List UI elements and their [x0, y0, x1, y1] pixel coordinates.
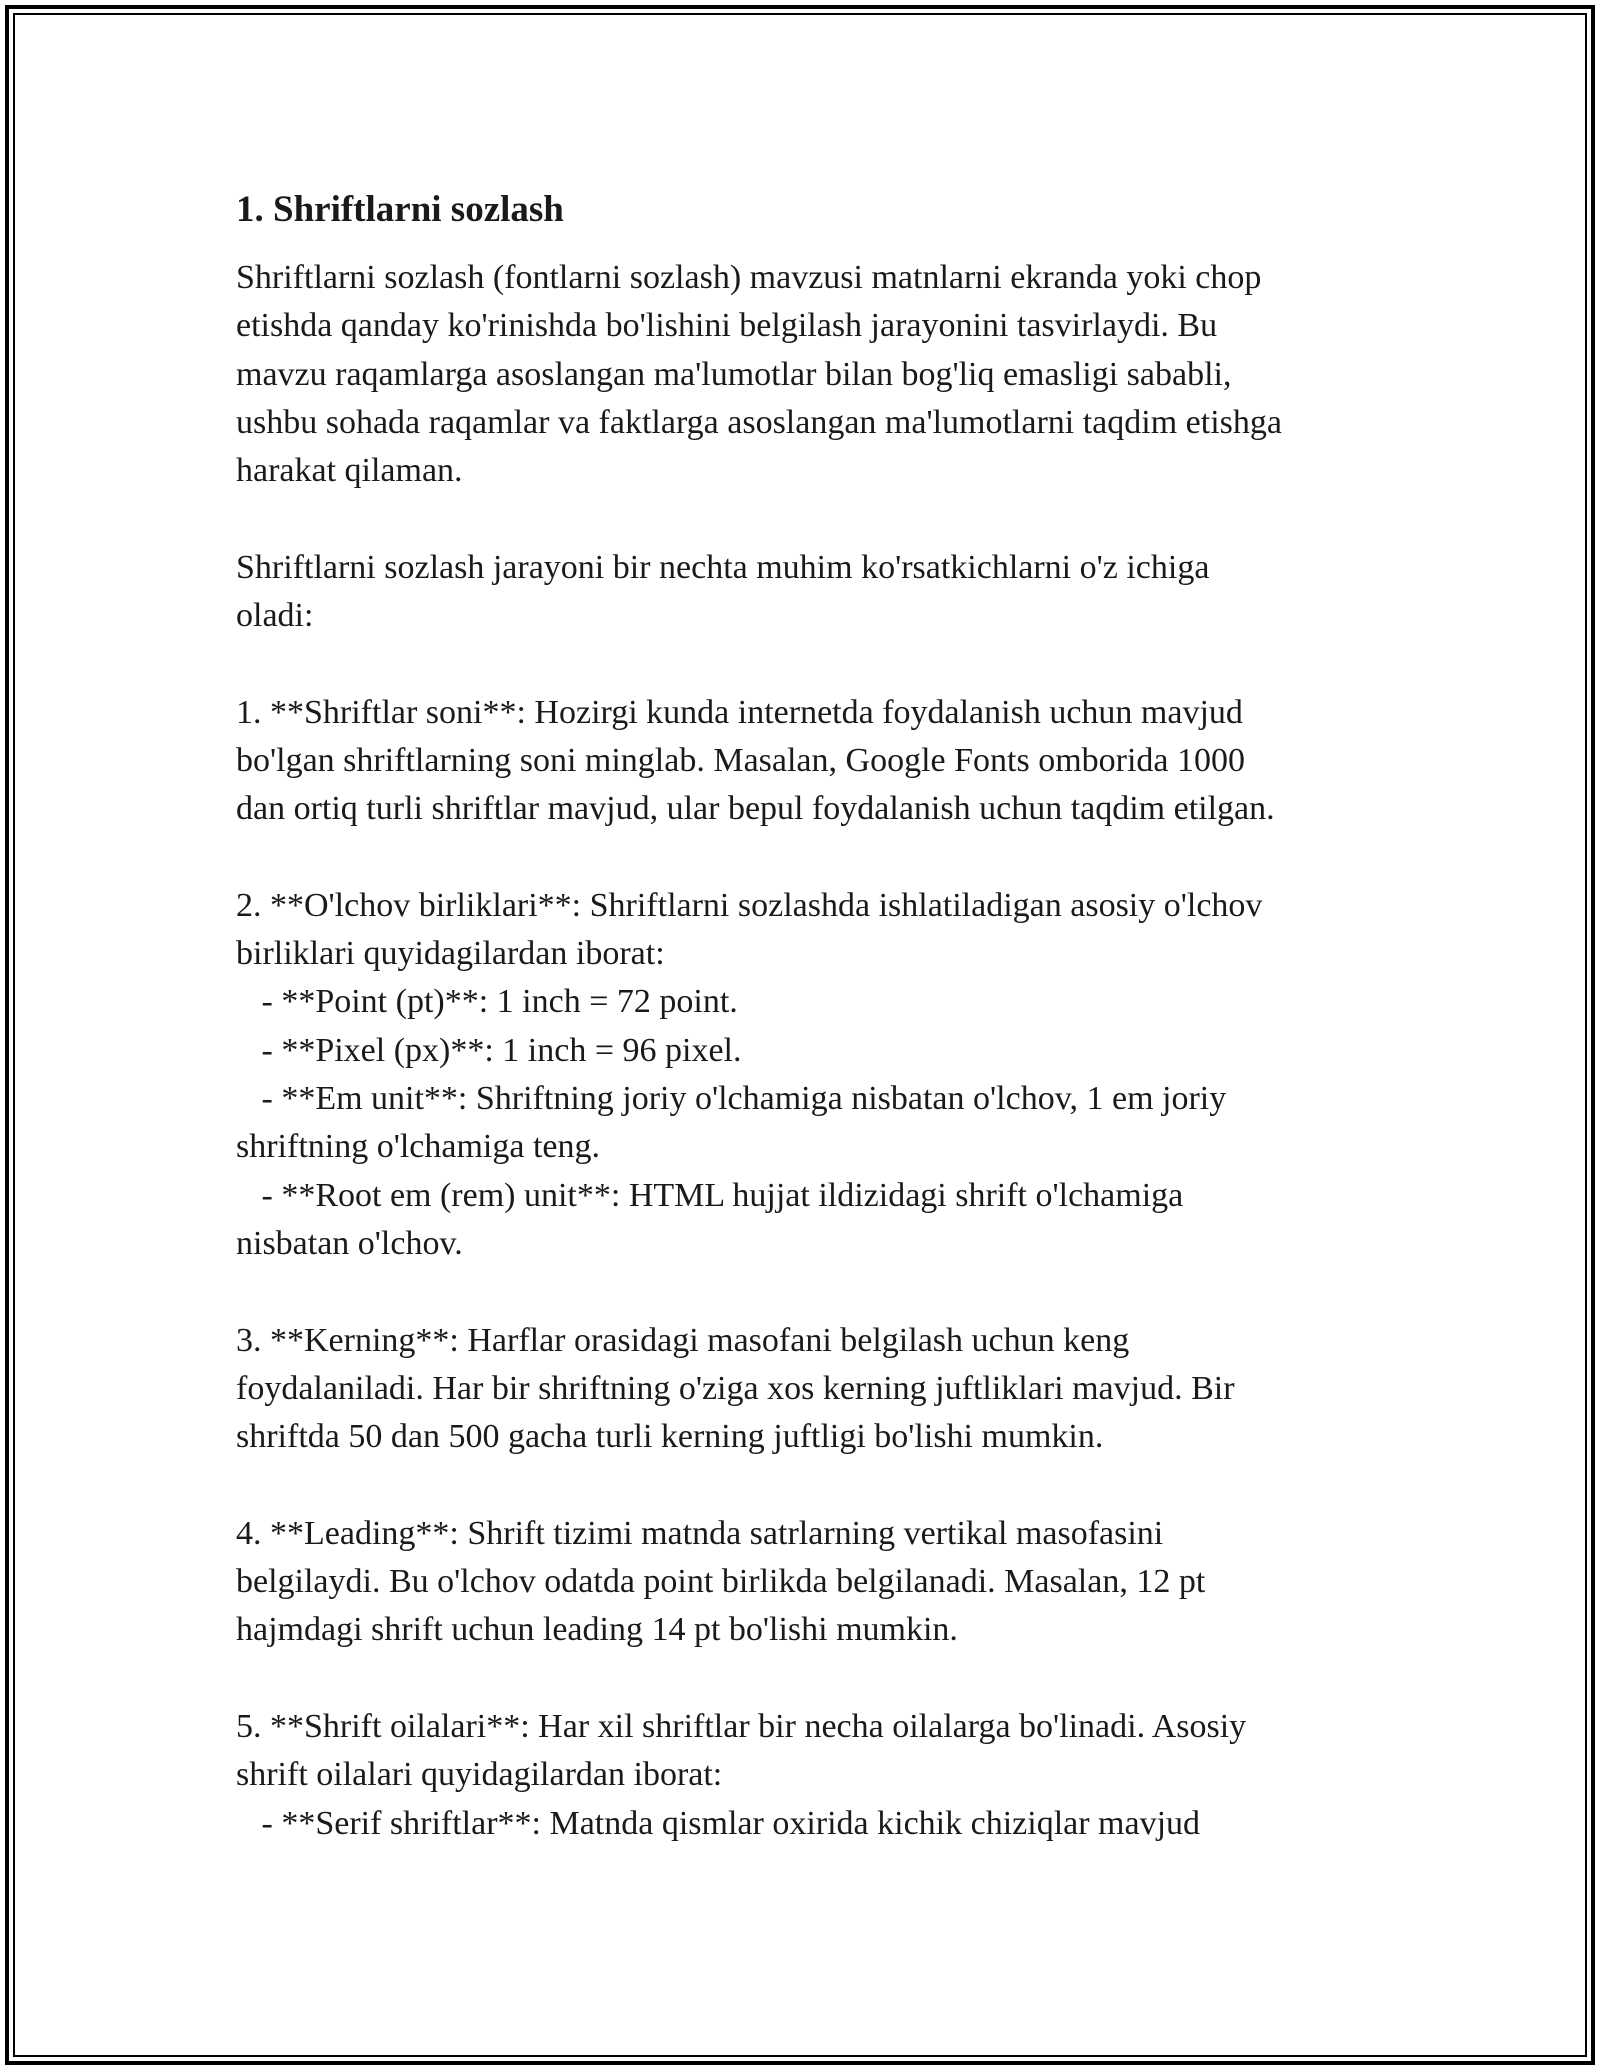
text-line: etishda qanday ko'rinishda bo'lishini belgilash jarayonini tasvirlaydi. Bu [236, 307, 1218, 345]
text-line: shriftda 50 dan 500 gacha turli kerning juftligi bo'lishi mumkin. [236, 1418, 1104, 1456]
document-title: 1. Shriftlarni sozlash [236, 189, 564, 230]
text-line: hajmdagi shrift uchun leading 14 pt bo'lishi mumkin. [236, 1611, 958, 1649]
paragraph-gap [236, 495, 1396, 543]
text-line: belgilaydi. Bu o'lchov odatda point birlikda belgilanadi. Masalan, 12 pt [236, 1563, 1206, 1601]
sub-item-line: - **Serif shriftlar**: Matnda qismlar oxirida kichik chiziqlar mavjud [236, 1804, 1201, 1842]
paragraph-gap [236, 1268, 1396, 1316]
document-body [236, 186, 1396, 1848]
text-line: 5. **Shrift oilalari**: Har xil shriftlar bir necha oilalarga bo'linadi. Asosiy [236, 1707, 1247, 1745]
text-line: shriftning o'lchamiga teng. [236, 1128, 600, 1166]
list-item-leading [236, 1510, 1396, 1655]
text-line: 1. **Shriftlar soni**: Hozirgi kunda internetda foydalanish uchun mavjud [236, 693, 1243, 731]
text-line: bo'lgan shriftlarning soni minglab. Masalan, Google Fonts omborida 1000 [236, 741, 1246, 779]
text-line: 4. **Leading**: Shrift tizimi matnda satrlarning vertikal masofasini [236, 1514, 1164, 1552]
list-item-kerning [236, 1317, 1396, 1462]
lead-paragraph [236, 544, 1396, 641]
paragraph-gap [236, 640, 1396, 688]
text-line: ushbu sohada raqamlar va faktlarga asoslangan ma'lumotlarni taqdim etishga [236, 403, 1282, 441]
text-line: Shriftlarni sozlash (fontlarni sozlash) mavzusi matnlarni ekranda yoki chop [236, 259, 1262, 296]
text-line: harakat qilaman. [236, 452, 463, 490]
text-line: 3. **Kerning**: Harflar orasidagi masofani belgilash uchun keng [236, 1321, 1130, 1359]
sub-item-line: - **Pixel (px)**: 1 inch = 96 pixel. [236, 1031, 742, 1069]
sub-item-line: - **Em unit**: Shriftning joriy o'lchamiga nisbatan o'lchov, 1 em joriy [236, 1080, 1227, 1118]
sub-item-line: - **Root em (rem) unit**: HTML hujjat ildizidagi shrift o'lchamiga [236, 1176, 1184, 1214]
text-line: shrift oilalari quyidagilardan iborat: [236, 1756, 723, 1794]
text-line: birliklari quyidagilardan iborat: [236, 935, 665, 973]
paragraph-gap [236, 1655, 1396, 1703]
paragraph-gap [236, 1461, 1396, 1509]
text-line: foydalaniladi. Har bir shriftning o'ziga xos kerning juftliklari mavjud. Bir [236, 1369, 1235, 1407]
text-line: dan ortiq turli shriftlar mavjud, ular bepul foydalanish uchun taqdim etilgan. [236, 790, 1275, 828]
text-line: Shriftlarni sozlash jarayoni bir nechta muhim ko'rsatkichlarni o'z ichiga [236, 548, 1210, 586]
list-item-olchov-birliklari [236, 882, 1396, 1268]
text-line: mavzu raqamlarga asoslangan ma'lumotlar bilan bog'liq emasligi sababli, [236, 355, 1232, 393]
text-line: nisbatan o'lchov. [236, 1224, 463, 1262]
text-line: oladi: [236, 597, 314, 635]
list-item-shriftlar-soni [236, 689, 1396, 834]
text-line: 2. **O'lchov birliklari**: Shriftlarni sozlashda ishlatiladigan asosiy o'lchov [236, 886, 1263, 924]
paragraph-gap [236, 834, 1396, 882]
intro-paragraph [236, 254, 1396, 495]
list-item-shrift-oilalari [236, 1703, 1396, 1848]
sub-item-line: - **Point (pt)**: 1 inch = 72 point. [236, 983, 738, 1021]
